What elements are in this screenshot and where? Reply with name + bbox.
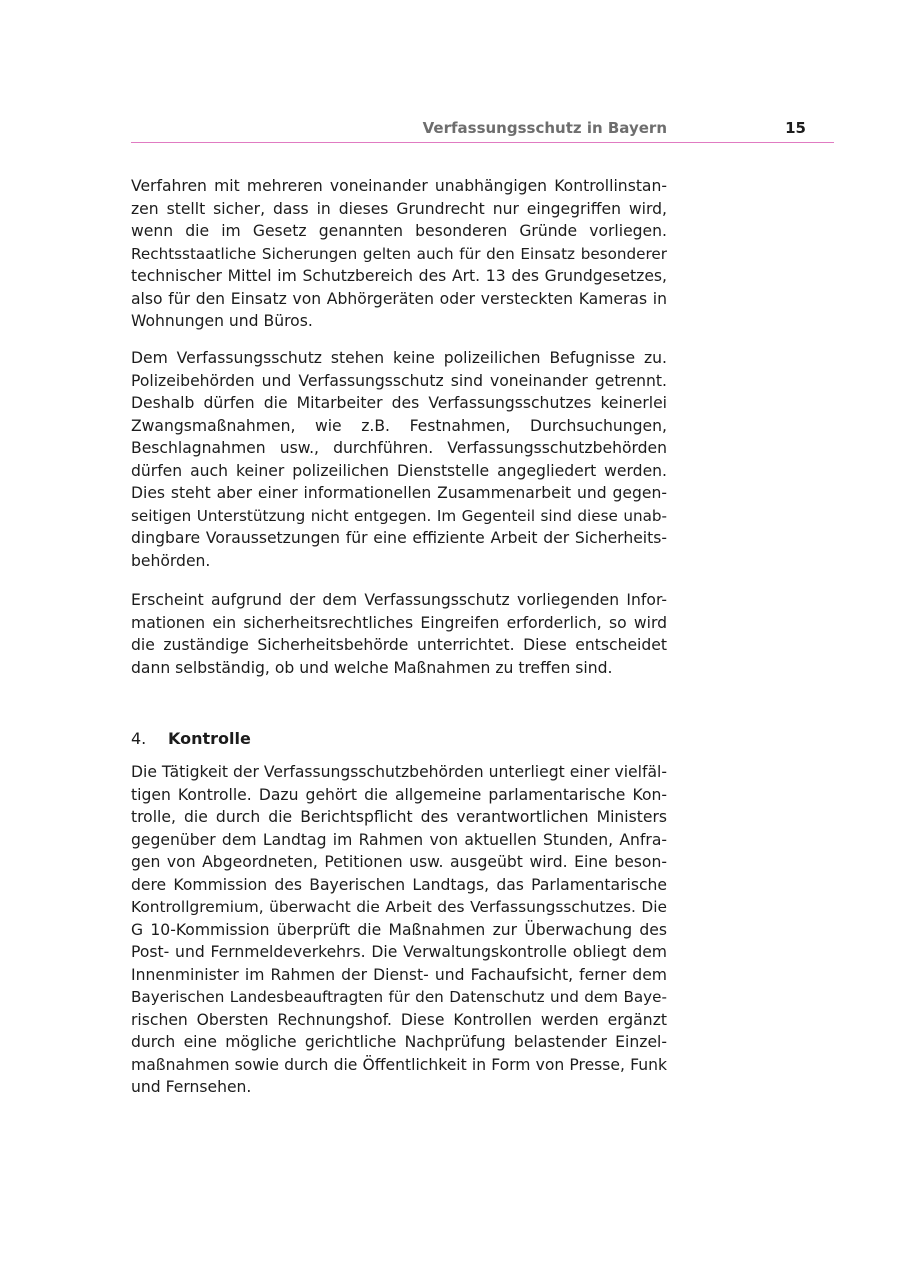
running-header (131, 116, 834, 143)
paragraph-2 (131, 347, 667, 572)
paragraph-line: Post- und Fernmeldeverkehrs. Die Verwaltungskontrolle obliegt dem (131, 943, 667, 961)
paragraph-line: technischer Mittel im Schutzbereich des Art. 13 des Grundgesetzes, (131, 267, 667, 285)
paragraph-line: Bayerischen Landesbeauftragten für den Datenschutz und dem Baye- (131, 988, 667, 1006)
paragraph-line: die zuständige Sicherheitsbehörde unterrichtet. Diese entscheidet (131, 636, 667, 654)
paragraph-line: Dem Verfassungsschutz stehen keine polizeilichen Befugnisse zu. (131, 349, 667, 367)
paragraph-line: dürfen auch keiner polizeilichen Dienststelle angegliedert werden. (131, 461, 667, 480)
paragraph-line: Polizeibehörden und Verfassungsschutz sind voneinander getrennt. (131, 371, 667, 390)
page-number: 15 (785, 119, 806, 137)
paragraph-line: Kontrollgremium, überwacht die Arbeit des Verfassungsschutzes. Die (131, 898, 667, 916)
paragraph-line: dann selbständig, ob und welche Maßnahmen zu treffen sind. (131, 658, 613, 677)
paragraph-line: gen von Abgeordneten, Petitionen usw. ausgeübt wird. Eine beson- (131, 853, 667, 871)
paragraph-line: gegenüber dem Landtag im Rahmen von aktuellen Stunden, Anfra- (131, 830, 667, 849)
paragraph-line: seitigen Unterstützung nicht entgegen. Im Gegenteil sind diese unab- (131, 506, 667, 525)
paragraph-line: dingbare Voraussetzungen für eine effiziente Arbeit der Sicherheits- (131, 529, 667, 547)
paragraph-line: G 10-Kommission überprüft die Maßnahmen zur Überwachung des (131, 920, 667, 939)
paragraph-line: Deshalb dürfen die Mitarbeiter des Verfassungsschutzes keinerlei (131, 394, 667, 412)
paragraph-line: Innenminister im Rahmen der Dienst- und Fachaufsicht, ferner dem (131, 965, 667, 984)
paragraph-1 (131, 175, 667, 333)
paragraph-line: rischen Obersten Rechnungshof. Diese Kontrollen werden ergänzt (131, 1010, 667, 1029)
paragraph-line: Die Tätigkeit der Verfassungsschutzbehörden unterliegt einer vielfäl- (131, 763, 667, 781)
section-heading (131, 727, 251, 751)
section-number: 4. (131, 729, 147, 748)
paragraph-line: durch eine mögliche gerichtliche Nachprüfung belastender Einzel- (131, 1033, 667, 1051)
paragraph-line: Erscheint aufgrund der dem Verfassungsschutz vorliegenden Infor- (131, 591, 667, 609)
paragraph-line: Beschlagnahmen usw., durchführen. Verfassungsschutzbehörden (131, 439, 667, 457)
paragraph-line: also für den Einsatz von Abhörgeräten oder versteckten Kameras in (131, 289, 667, 308)
paragraph-line: Rechtsstaatliche Sicherungen gelten auch für den Einsatz besonderer (131, 244, 667, 263)
paragraph-line: dere Kommission des Bayerischen Landtags, das Parlamentarische (131, 875, 667, 894)
paragraph-line: Zwangsmaßnahmen, wie z.B. Festnahmen, Durchsuchungen, (131, 416, 667, 435)
paragraph-line: behörden. (131, 551, 211, 570)
paragraph-line: maßnahmen sowie durch die Öffentlichkeit in Form von Presse, Funk (131, 1055, 667, 1074)
paragraph-3 (131, 589, 667, 679)
paragraph-line: zen stellt sicher, dass in dieses Grundrecht nur eingegriffen wird, (131, 199, 667, 218)
paragraph-line: Wohnungen und Büros. (131, 312, 313, 330)
section-paragraph (131, 761, 667, 1099)
paragraph-line: wenn die im Gesetz genannten besonderen Gründe vorliegen. (131, 222, 667, 240)
paragraph-line: tigen Kontrolle. Dazu gehört die allgemeine parlamentarische Kon- (131, 785, 667, 804)
paragraph-line: Dies steht aber einer informationellen Zusammenarbeit und gegen- (131, 484, 667, 502)
paragraph-line: Verfahren mit mehreren voneinander unabhängigen Kontrollinstan- (131, 177, 667, 195)
running-header-title: Verfassungsschutz in Bayern (422, 119, 667, 137)
section-title: Kontrolle (168, 729, 251, 748)
paragraph-line: und Fernsehen. (131, 1078, 252, 1096)
paragraph-line: mationen ein sicherheitsrechtliches Eingreifen erforderlich, so wird (131, 613, 667, 632)
paragraph-line: trolle, die durch die Berichtspflicht des verantwortlichen Ministers (131, 808, 667, 826)
